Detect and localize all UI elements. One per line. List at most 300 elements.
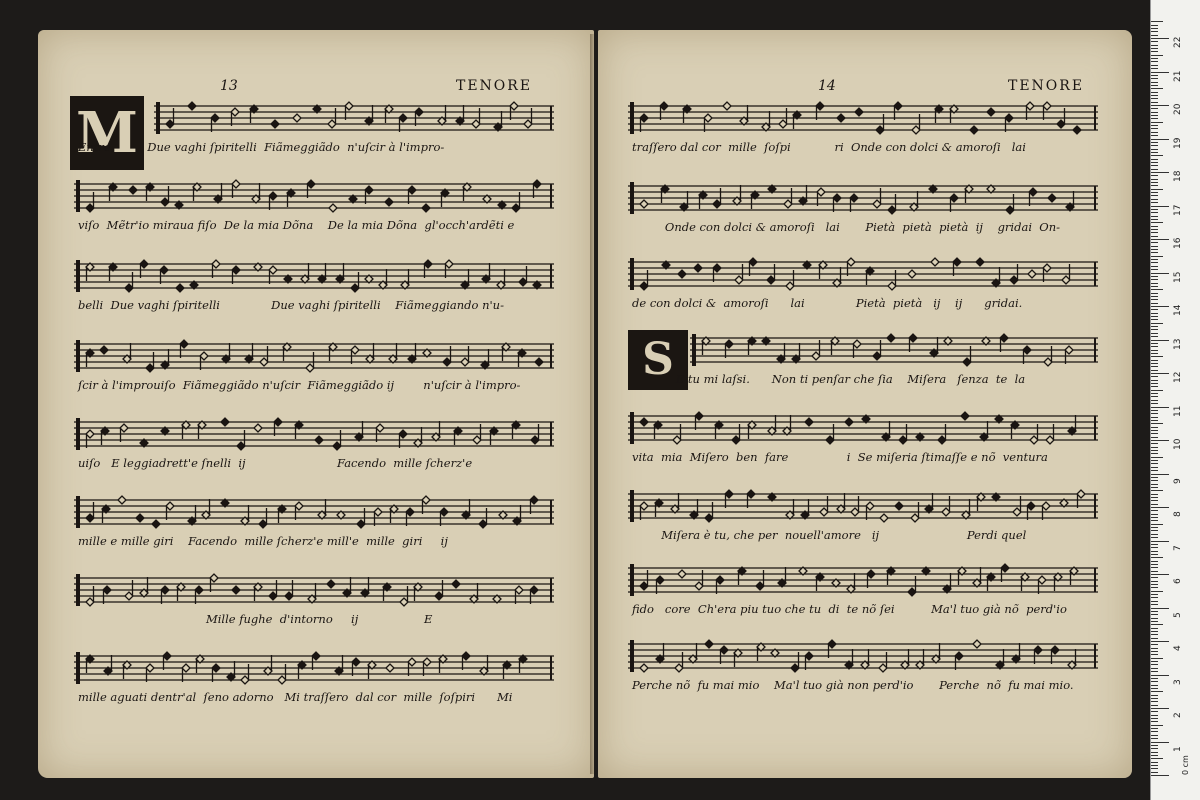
ruler-tick: [1151, 149, 1158, 150]
ruler-tick: [1151, 534, 1158, 535]
music-note: [210, 574, 218, 592]
music-note: [161, 586, 169, 604]
music-note: [336, 263, 344, 283]
music-note: [232, 180, 240, 198]
ruler-number: 7: [1173, 544, 1183, 551]
music-note: [792, 343, 800, 363]
music-note: [214, 183, 222, 203]
music-note: [1029, 188, 1037, 206]
music-note: [1023, 346, 1031, 364]
music-note: [86, 263, 94, 281]
music-note: [481, 349, 489, 369]
ruler-tick: [1151, 239, 1169, 240]
ruler-tick: [1151, 72, 1169, 73]
clef-mark: [76, 180, 80, 212]
ruler-tick: [1151, 745, 1158, 746]
music-note: [656, 643, 664, 663]
music-note: [160, 266, 168, 284]
ruler-tick: [1151, 145, 1158, 146]
clef-mark: [76, 260, 80, 292]
ruler-number: 18: [1173, 170, 1183, 182]
music-note: [805, 652, 813, 670]
ruler-tick: [1151, 561, 1158, 562]
ruler-tick: [1151, 366, 1158, 367]
ruler-tick: [1151, 98, 1158, 99]
music-note: [535, 358, 543, 366]
music-note: [702, 337, 710, 355]
clef-mark: [630, 640, 634, 672]
music-note: [725, 490, 733, 508]
clef-mark: [76, 574, 80, 606]
lyric-line: Mille fughe d'intorno ij E: [78, 612, 433, 626]
music-note: [245, 343, 253, 363]
music-note: [510, 102, 518, 120]
music-note: [961, 412, 969, 420]
music-note: [866, 267, 874, 285]
ruler-number: 3: [1173, 678, 1183, 685]
music-note: [318, 499, 326, 519]
music-note: [424, 260, 432, 278]
music-note: [656, 576, 664, 594]
ruler-number: 11: [1173, 405, 1183, 417]
music-note: [202, 499, 210, 519]
ruler-tick: [1151, 500, 1158, 501]
ruler-number: 14: [1173, 304, 1183, 316]
music-note: [958, 567, 966, 585]
music-note: [389, 343, 397, 363]
music-note: [828, 640, 836, 658]
music-note: [690, 499, 698, 519]
music-note: [965, 185, 973, 203]
music-note: [793, 111, 801, 129]
music-note: [441, 189, 449, 207]
music-note: [188, 102, 196, 110]
ruler-number: 15: [1173, 271, 1183, 283]
music-note: [715, 421, 723, 439]
music-note: [120, 424, 128, 442]
music-note: [254, 583, 262, 601]
ruler-tick: [1151, 410, 1158, 411]
music-staff: [74, 492, 554, 532]
music-note: [705, 640, 713, 648]
ruler-number: 20: [1173, 103, 1183, 115]
ruler-tick: [1151, 524, 1163, 525]
music-note: [847, 258, 855, 276]
music-note: [136, 514, 144, 522]
music-note: [980, 421, 988, 441]
ruler-tick: [1151, 678, 1158, 679]
music-note: [799, 185, 807, 205]
music-note: [287, 189, 295, 207]
ruler-tick: [1151, 527, 1158, 528]
music-note: [1066, 191, 1074, 211]
ruler-tick: [1151, 541, 1169, 542]
ruler-tick: [1151, 356, 1163, 357]
music-note: [432, 421, 440, 441]
music-note: [298, 661, 306, 679]
music-staff: [74, 648, 554, 688]
ruler-tick: [1151, 581, 1158, 582]
ruler-tick: [1151, 470, 1158, 471]
ruler-tick: [1151, 195, 1158, 196]
ruler-tick: [1151, 246, 1158, 247]
music-note: [748, 421, 756, 439]
ruler-tick: [1151, 490, 1163, 491]
ruler-tick: [1151, 380, 1158, 381]
lyric-line: belli Due vaghi ſpiritelli Due vaghi ſpiritelli Fiãmeggiando n'u-: [78, 298, 504, 312]
ruler-tick: [1151, 587, 1158, 588]
music-note: [1038, 576, 1046, 594]
music-note: [1027, 502, 1035, 520]
music-note: [104, 655, 112, 675]
music-note: [408, 186, 416, 204]
music-note: [987, 108, 995, 116]
music-note: [503, 661, 511, 679]
ruler-number: 17: [1173, 204, 1183, 216]
music-note: [461, 269, 469, 289]
ruler-tick: [1151, 738, 1158, 739]
music-note: [640, 664, 648, 672]
clef-mark: [76, 340, 80, 372]
music-staff: [628, 254, 1098, 294]
ruler-number: 9: [1173, 477, 1183, 484]
music-note: [1034, 646, 1042, 664]
music-note: [264, 655, 272, 675]
music-note: [140, 577, 148, 597]
music-note: [470, 583, 478, 603]
music-note: [689, 643, 697, 663]
ruler-tick: [1151, 309, 1158, 310]
music-note: [221, 418, 229, 426]
ruler-tick: [1151, 222, 1163, 223]
music-note: [452, 580, 460, 588]
music-note: [408, 343, 416, 363]
ruler-tick: [1151, 283, 1158, 284]
ruler-tick: [1151, 212, 1158, 213]
music-note: [783, 415, 791, 435]
music-note: [518, 349, 526, 367]
ruler-tick: [1151, 554, 1158, 555]
ruler-tick: [1151, 25, 1158, 26]
ruler-tick: [1151, 232, 1158, 233]
music-note: [515, 586, 523, 604]
music-note: [312, 652, 320, 670]
music-note: [456, 105, 464, 125]
ruler-tick: [1151, 510, 1158, 511]
ruler-tick: [1151, 430, 1158, 431]
ruler-tick: [1151, 413, 1158, 414]
music-note: [955, 652, 963, 670]
music-note: [762, 111, 770, 131]
ruler-tick: [1151, 383, 1158, 384]
music-note: [833, 194, 841, 212]
left-page: [38, 30, 594, 778]
ruler-tick: [1151, 775, 1169, 776]
music-note: [283, 343, 291, 361]
ruler-tick: [1151, 219, 1158, 220]
music-note: [318, 263, 326, 283]
ruler-tick: [1151, 484, 1158, 485]
ruler-tick: [1151, 35, 1158, 36]
music-note: [831, 337, 839, 355]
music-note: [301, 263, 309, 283]
music-note: [973, 640, 981, 648]
lyric-line: ſcir à l'improuiſo Fiãmeggiãdo n'uſcir Fiãmeggiãdo ij n'uſcir à l'impro-: [78, 378, 521, 392]
music-note: [950, 194, 958, 212]
ruler-tick: [1151, 567, 1158, 568]
ruler-tick: [1151, 319, 1158, 320]
ruler-tick: [1151, 433, 1158, 434]
ruler-tick: [1151, 65, 1158, 66]
music-note: [768, 415, 776, 435]
ruler-tick: [1151, 614, 1158, 615]
music-note: [329, 204, 337, 212]
ruler-tick: [1151, 731, 1158, 732]
ruler-tick: [1151, 504, 1158, 505]
ruler-tick: [1151, 142, 1158, 143]
ruler-tick: [1151, 350, 1158, 351]
music-note: [805, 418, 813, 426]
ruler-tick: [1151, 306, 1169, 307]
ruler-tick: [1151, 105, 1169, 106]
right-page: [598, 30, 1132, 778]
music-note: [123, 343, 131, 363]
ruler-tick: [1151, 172, 1169, 173]
music-note: [463, 183, 471, 201]
ruler-tick: [1151, 78, 1158, 79]
music-note: [894, 102, 902, 120]
ruler-tick: [1151, 386, 1158, 387]
ruler-tick: [1151, 514, 1158, 515]
music-staff: [74, 256, 554, 296]
lyric-line: de con dolci & amoroſi lai Pietà pietà ij ij gridai.: [632, 296, 1023, 310]
music-note: [385, 105, 393, 123]
music-note: [252, 183, 260, 203]
ruler-tick: [1151, 688, 1158, 689]
music-note: [680, 191, 688, 211]
ruler-tick: [1151, 226, 1158, 227]
clef-mark: [692, 334, 696, 366]
music-note: [366, 343, 374, 363]
music-note: [232, 586, 240, 594]
music-note: [161, 349, 169, 369]
music-note: [490, 427, 498, 445]
measurement-ruler: [1150, 0, 1200, 800]
ruler-tick: [1151, 216, 1158, 217]
ruler-tick: [1151, 497, 1158, 498]
music-note: [188, 505, 196, 525]
right-page-number: 14: [818, 78, 836, 94]
music-note: [901, 649, 909, 669]
ruler-tick: [1151, 664, 1158, 665]
decorated-initial-m: [70, 96, 144, 170]
music-staff: [628, 486, 1098, 526]
music-note: [720, 646, 728, 664]
ruler-tick: [1151, 336, 1158, 337]
music-note: [365, 105, 373, 125]
ruler-tick: [1151, 289, 1163, 290]
music-note: [1068, 415, 1076, 435]
music-note: [361, 577, 369, 597]
ruler-tick: [1151, 480, 1158, 481]
ruler-tick: [1151, 403, 1158, 404]
music-staff: [628, 98, 1098, 138]
music-note: [293, 114, 301, 122]
ruler-tick: [1151, 658, 1163, 659]
music-note: [640, 200, 648, 208]
music-note: [640, 418, 648, 426]
ruler-tick: [1151, 577, 1158, 578]
music-note: [211, 114, 219, 132]
lyric-line: fido core Ch'era piu tuo che tu di te nõ ſei Ma'l tuo già nõ perd'io: [632, 602, 1067, 616]
music-note: [931, 258, 939, 266]
music-note: [414, 583, 422, 601]
ruler-tick: [1151, 108, 1158, 109]
music-note: [497, 269, 505, 289]
ruler-number: 6: [1173, 578, 1183, 584]
ruler-tick: [1151, 487, 1158, 488]
ruler-tick: [1151, 752, 1158, 753]
music-note: [935, 105, 943, 123]
ruler-tick: [1151, 624, 1163, 625]
lyric-line: Entre Due vaghi ſpiritelli Fiãmeggiãdo n'uſcir à l'impro-: [78, 140, 445, 154]
music-note: [335, 655, 343, 675]
ruler-tick: [1151, 768, 1158, 769]
music-note: [365, 186, 373, 204]
lyric-line: traſſero dal cor mille ſoſpi ri Onde con dolci & amoroſi lai: [632, 140, 1026, 154]
ruler-tick: [1151, 112, 1158, 113]
music-note: [530, 496, 538, 514]
ruler-tick: [1151, 179, 1158, 180]
ruler-tick: [1151, 31, 1158, 32]
music-note: [845, 418, 853, 426]
music-staff: [628, 636, 1098, 676]
ruler-tick: [1151, 661, 1158, 662]
ruler-number: 2: [1173, 712, 1183, 718]
music-note: [250, 105, 258, 123]
music-note: [102, 505, 110, 523]
ruler-number: 5: [1173, 611, 1183, 618]
music-note: [738, 567, 746, 585]
music-staff: [628, 178, 1098, 218]
ruler-tick: [1151, 621, 1158, 622]
ruler-tick: [1151, 574, 1169, 575]
ruler-tick: [1151, 139, 1169, 140]
music-note: [166, 502, 174, 520]
lyric-line: Onde con dolci & amoroſi lai Pietà pietà pietà ij gridai On-: [632, 220, 1061, 234]
ruler-tick: [1151, 725, 1163, 726]
music-note: [100, 346, 108, 354]
ruler-tick: [1151, 125, 1158, 126]
ruler-tick: [1151, 591, 1163, 592]
music-note: [386, 664, 394, 672]
ruler-tick: [1151, 48, 1158, 49]
ruler-tick: [1151, 390, 1163, 391]
ruler-tick: [1151, 276, 1158, 277]
ruler-tick: [1151, 668, 1158, 669]
music-note: [973, 567, 981, 587]
ruler-tick: [1151, 393, 1158, 394]
music-note: [439, 655, 447, 673]
ruler-tick: [1151, 55, 1163, 56]
music-note: [502, 343, 510, 361]
ruler-tick: [1151, 58, 1158, 59]
music-note: [733, 185, 741, 205]
music-note: [329, 343, 337, 361]
ruler-tick: [1151, 477, 1158, 478]
ruler-tick: [1151, 249, 1158, 250]
music-note: [1054, 573, 1062, 591]
ruler-tick: [1151, 494, 1158, 495]
ruler-tick: [1151, 185, 1158, 186]
music-note: [462, 499, 470, 519]
music-note: [751, 191, 759, 209]
music-note: [916, 649, 924, 669]
music-note: [438, 105, 446, 125]
lyric-line: viſo Mẽtr'io miraua fiſo De la mia Dõna De la mia Dõna gl'occh'ardẽti e: [78, 218, 515, 232]
music-note: [833, 267, 841, 287]
music-note: [241, 505, 249, 525]
ruler-tick: [1151, 155, 1163, 156]
ruler-tick: [1151, 41, 1158, 42]
music-note: [163, 652, 171, 670]
music-note: [655, 499, 663, 517]
ruler-tick: [1151, 75, 1158, 76]
ruler-tick: [1151, 628, 1158, 629]
music-note: [295, 421, 303, 439]
ruler-tick: [1151, 296, 1158, 297]
ruler-tick: [1151, 370, 1158, 371]
ruler-number: 10: [1173, 438, 1183, 450]
music-note: [932, 643, 940, 663]
music-note: [1028, 270, 1036, 278]
ruler-tick: [1151, 711, 1158, 712]
ruler-tick: [1151, 82, 1158, 83]
ruler-number: 1: [1173, 745, 1183, 752]
music-note: [415, 108, 423, 126]
music-note: [801, 499, 809, 519]
ruler-tick: [1151, 162, 1158, 163]
ruler-tick: [1151, 618, 1158, 619]
music-staff: [628, 560, 1098, 600]
ruler-tick: [1151, 564, 1158, 565]
ruler-tick: [1151, 604, 1158, 605]
music-note: [231, 108, 239, 126]
music-note: [895, 502, 903, 510]
lyric-line: Perche nõ fu mai mio Ma'l tuo già non perd'io Perche nõ fu mai mio.: [632, 678, 1074, 692]
music-note: [992, 267, 1000, 287]
ruler-tick: [1151, 447, 1158, 448]
music-note: [748, 337, 756, 355]
ruler-tick: [1151, 695, 1158, 696]
music-note: [385, 198, 393, 206]
ruler-tick: [1151, 92, 1158, 93]
music-note: [123, 661, 131, 679]
lyric-line: E tu mi laſsi. Non ti penſar che ſia Miſera ſenza te la: [632, 372, 1026, 386]
ruler-tick: [1151, 597, 1158, 598]
music-note: [86, 430, 94, 448]
music-note: [200, 352, 208, 370]
clef-mark: [630, 490, 634, 522]
music-note: [845, 649, 853, 669]
ruler-tick: [1151, 520, 1158, 521]
music-note: [816, 573, 824, 591]
music-note: [379, 269, 387, 289]
ruler-tick: [1151, 313, 1158, 314]
music-note: [1077, 490, 1085, 508]
music-note: [399, 114, 407, 132]
music-note: [129, 186, 137, 194]
